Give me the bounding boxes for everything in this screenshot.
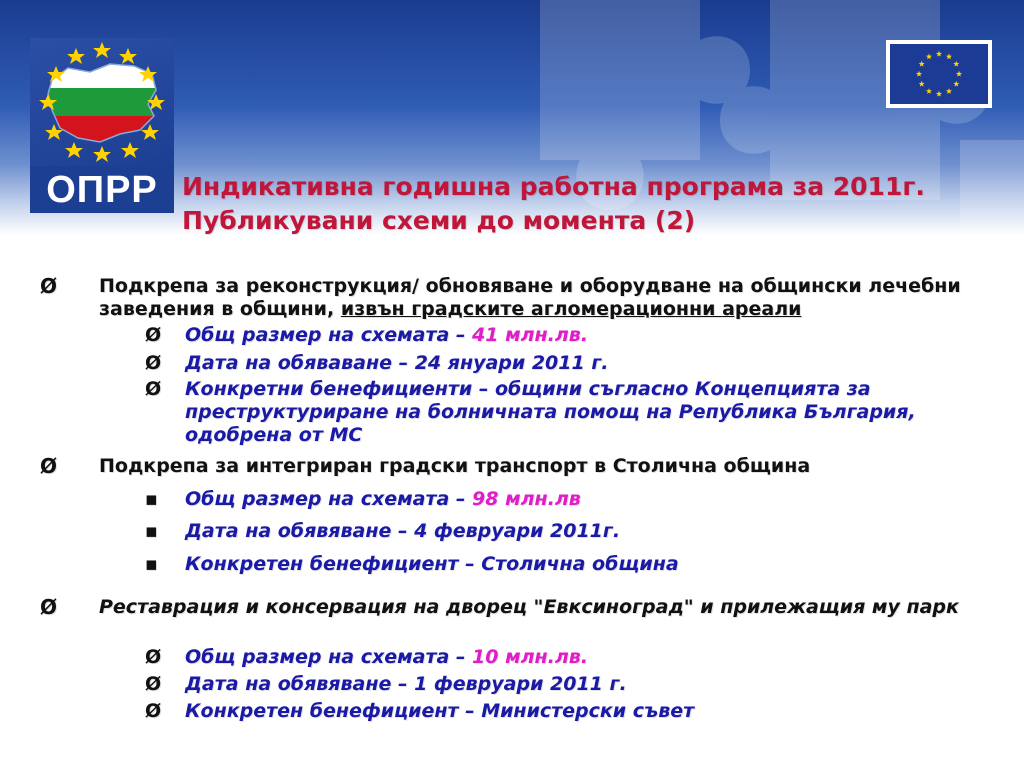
sub-item-label: Дата на обявяване – 1 февруари 2011 г. bbox=[185, 673, 627, 695]
sub-item-label: Конкретни бенефициенти – общини съгласно Концепцията за преструктуриране на болничната помощ на Република България, одобрена от МС bbox=[185, 378, 916, 446]
list-item-text bbox=[99, 275, 989, 321]
eu-star-icon bbox=[953, 81, 959, 87]
item-text-underlined: извън градските агломерационни ареали bbox=[340, 298, 802, 320]
square-bullet-icon: ▪ bbox=[145, 520, 158, 542]
sub-item-value: 98 млн.лв bbox=[472, 488, 581, 510]
eu-star-icon bbox=[953, 61, 959, 67]
arrowhead-bullet-icon: Ø bbox=[40, 595, 58, 619]
item-text: Реставрация и консервация на дворец "Евксиноград" и прилежащия му парк bbox=[99, 596, 959, 618]
sub-item-label: Дата на обяваване – 24 януари 2011 г. bbox=[185, 352, 609, 374]
sub-item-label: Конкретен бенефициент – Министерски съвет bbox=[185, 700, 695, 722]
title-line-1: Индикативна годишна работна програма за 2011г. bbox=[182, 172, 925, 201]
arrowhead-bullet-icon: Ø bbox=[145, 352, 162, 374]
sub-item-label: Общ размер на схемата – bbox=[185, 646, 473, 668]
sub-item-text bbox=[185, 488, 985, 511]
eu-star-icon bbox=[936, 91, 942, 97]
sub-item-label: Общ размер на схемата – bbox=[185, 488, 473, 510]
eu-star-icon bbox=[926, 88, 932, 94]
item-text: Подкрепа за интегриран градски транспорт в Столична община bbox=[99, 455, 811, 477]
eu-star-icon bbox=[946, 53, 952, 59]
slide-title bbox=[182, 170, 982, 238]
eu-star-icon bbox=[946, 88, 952, 94]
sub-item-label: Конкретен бенефициент – Столична община bbox=[185, 553, 679, 575]
eu-star-icon bbox=[936, 51, 942, 57]
sub-item-label: Дата на обявяване – 4 февруари 2011г. bbox=[185, 520, 621, 542]
eu-flag-icon bbox=[890, 44, 988, 104]
eu-flag-field bbox=[890, 44, 988, 104]
eu-star-icon bbox=[916, 71, 922, 77]
arrowhead-bullet-icon: Ø bbox=[40, 274, 58, 298]
sub-item-text bbox=[185, 646, 985, 669]
bulgaria-map-stars-logo-icon bbox=[30, 38, 174, 166]
item-text: Подкрепа за реконструкция/ обновяване и оборудване на общински лечебни заведения в общини, bbox=[99, 275, 961, 320]
arrowhead-bullet-icon: Ø bbox=[145, 700, 162, 722]
sub-item-value: 10 млн.лв. bbox=[472, 646, 589, 668]
eu-star-icon bbox=[926, 53, 932, 59]
eu-star-icon bbox=[919, 81, 925, 87]
arrowhead-bullet-icon: Ø bbox=[145, 378, 162, 400]
eu-flag bbox=[886, 40, 992, 108]
sub-item-value: 41 млн.лв. bbox=[472, 324, 589, 346]
sub-item-label: Общ размер на схемата – bbox=[185, 324, 473, 346]
title-line-2: Публикувани схеми до момента (2) bbox=[182, 206, 696, 235]
opprr-logo bbox=[30, 38, 174, 213]
eu-star-icon bbox=[919, 61, 925, 67]
eu-star-icon bbox=[956, 71, 962, 77]
arrowhead-bullet-icon: Ø bbox=[145, 324, 162, 346]
arrowhead-bullet-icon: Ø bbox=[40, 454, 58, 478]
sub-item-text bbox=[185, 324, 985, 347]
square-bullet-icon: ▪ bbox=[145, 488, 158, 510]
logo-text: ОПРР bbox=[30, 168, 174, 213]
arrowhead-bullet-icon: Ø bbox=[145, 673, 162, 695]
square-bullet-icon: ▪ bbox=[145, 553, 158, 575]
logo-map-panel bbox=[30, 38, 174, 166]
arrowhead-bullet-icon: Ø bbox=[145, 646, 162, 668]
